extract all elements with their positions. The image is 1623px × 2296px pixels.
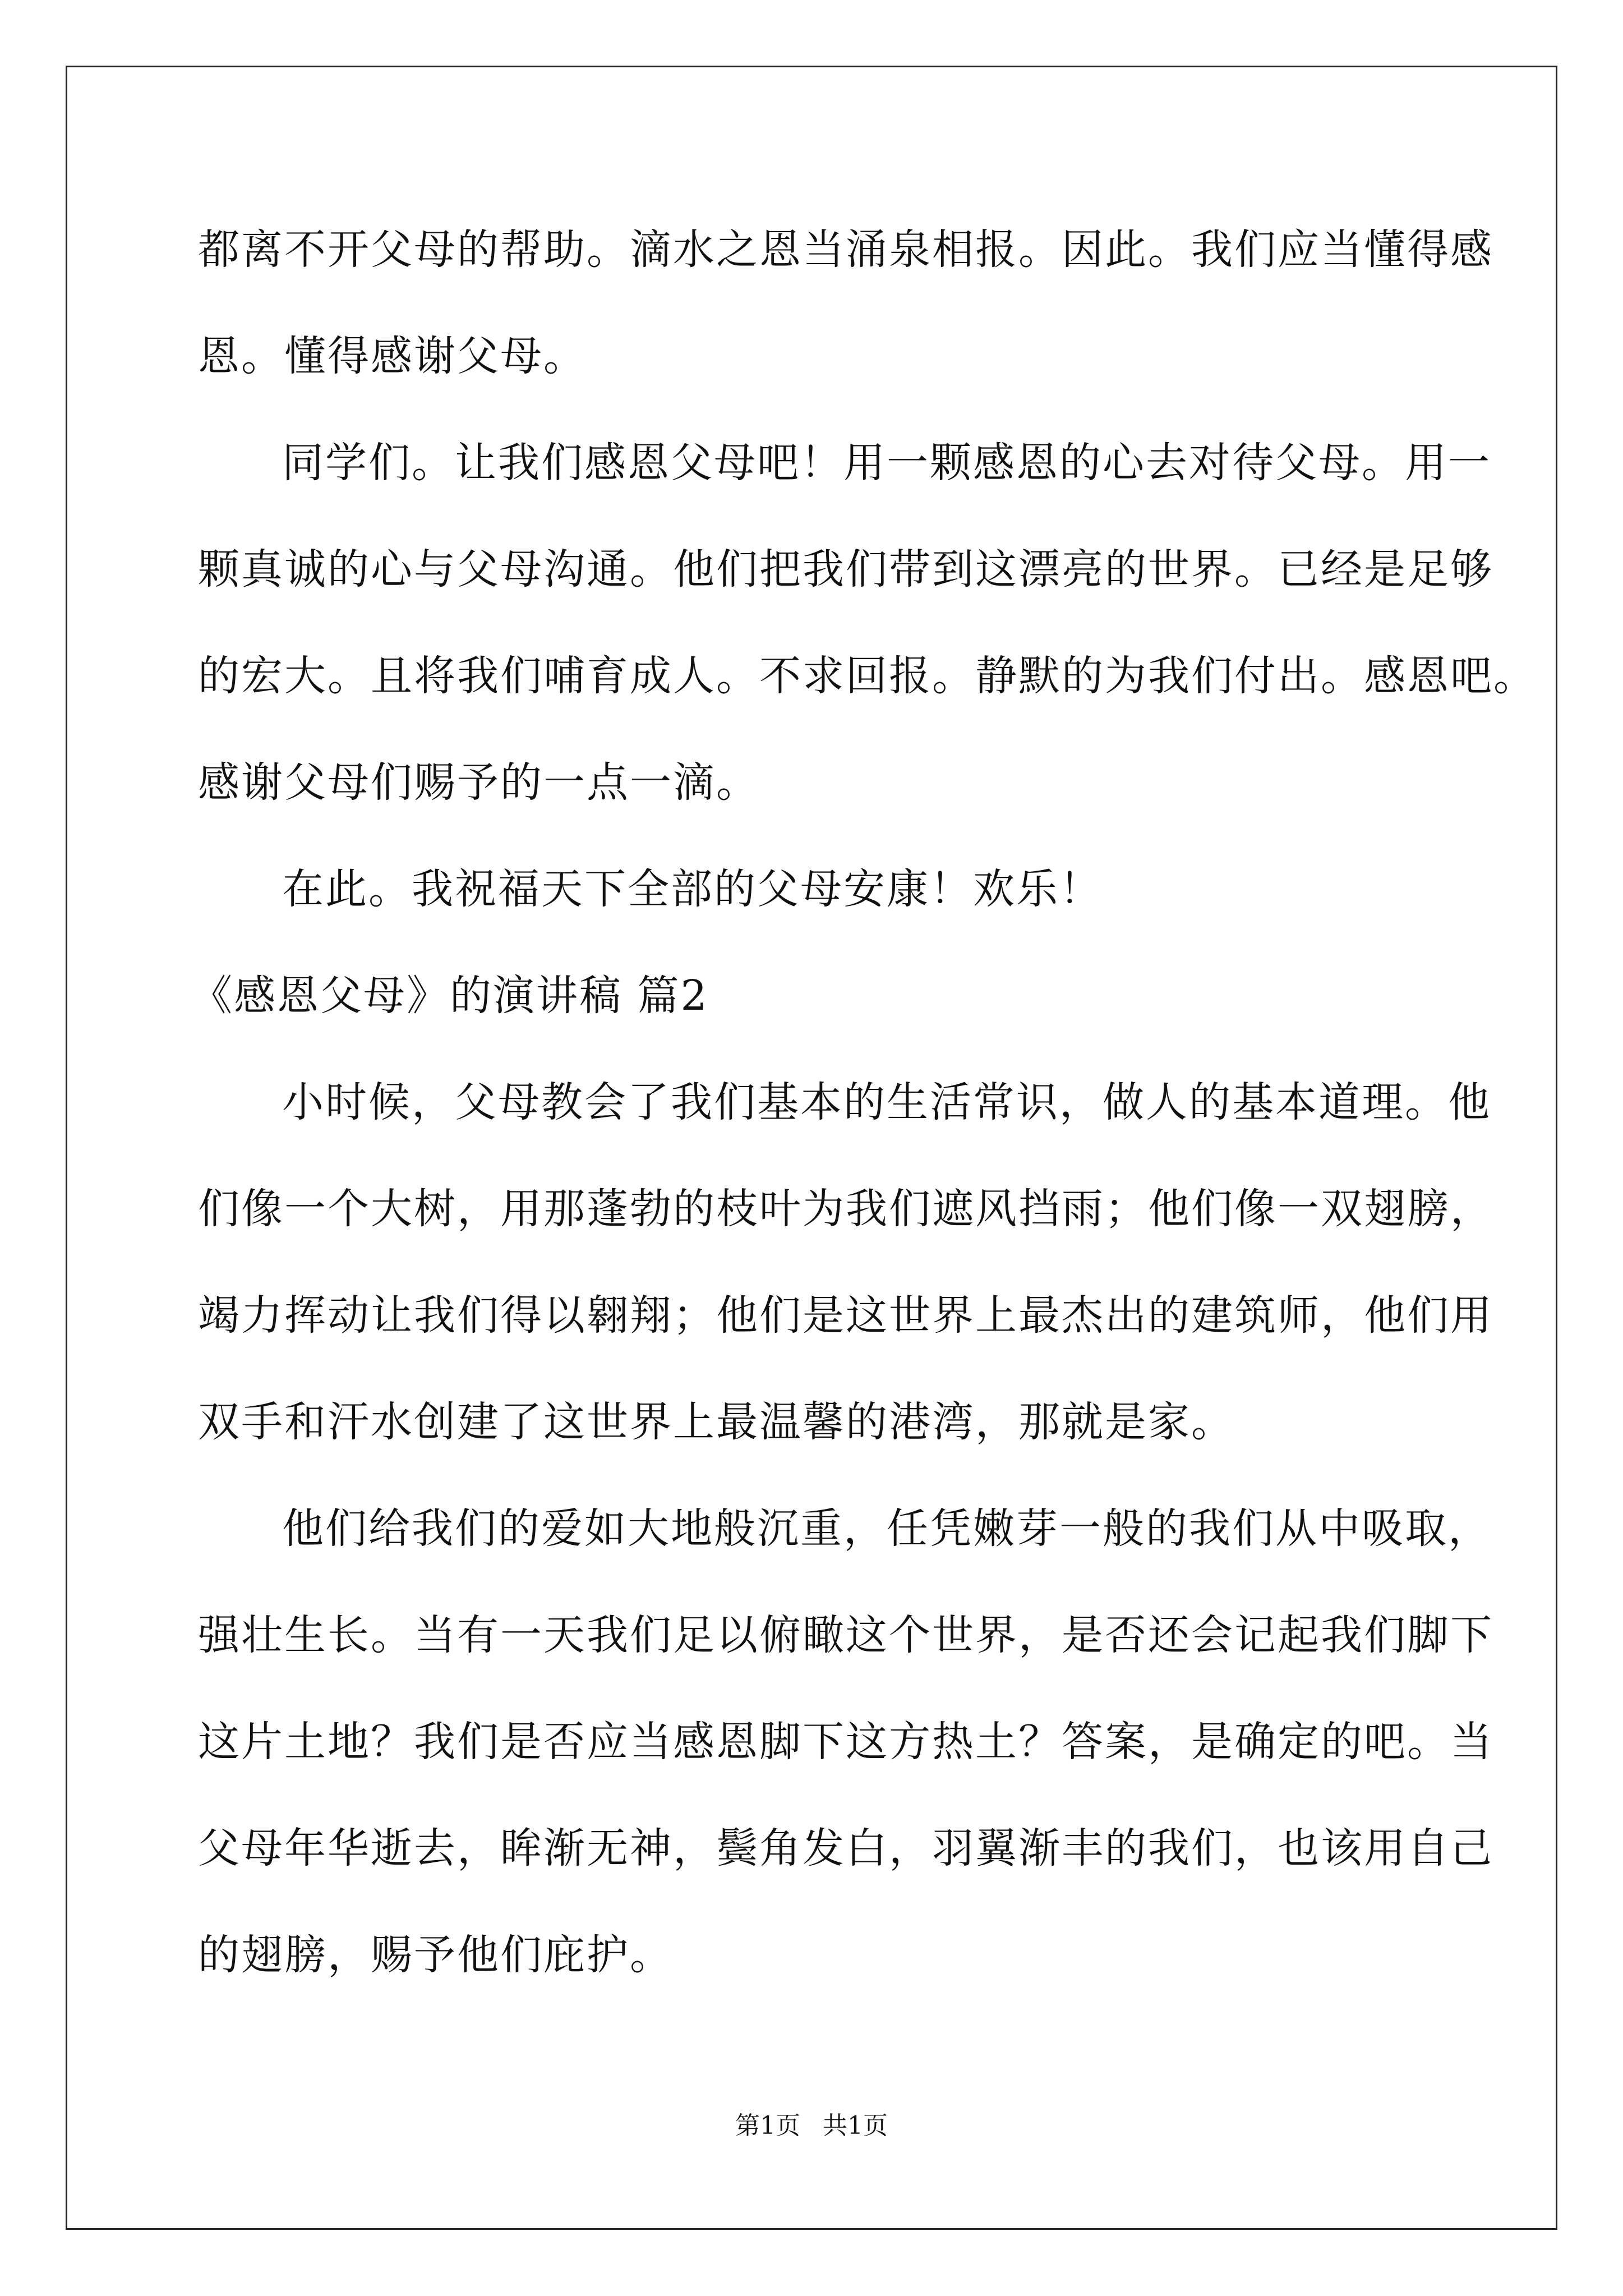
text-line: 都离不开父母的帮助。滴水之恩当涌泉相报。因此。我们应当懂得感	[198, 226, 1493, 274]
text-line: 父母年华逝去，眸渐无神，鬓角发白，羽翼渐丰的我们，也该用自己	[198, 1824, 1493, 1872]
text-line: 双手和汗水创建了这世界上最温馨的港湾，那就是家。	[198, 1398, 1234, 1446]
page-number: 第1页	[735, 2111, 800, 2140]
text-line: 颗真诚的心与父母沟通。他们把我们带到这漂亮的世界。已经是足够	[198, 545, 1493, 593]
text-line: 的宏大。且将我们哺育成人。不求回报。静默的为我们付出。感恩吧。	[198, 652, 1537, 700]
text-line: 的翅膀，赐予他们庇护。	[198, 1931, 673, 1979]
text-line: 在此。我祝福天下全部的父母安康！欢乐！	[282, 865, 1103, 913]
text-line: 恩。懂得感谢父母。	[198, 332, 587, 380]
text-line: 感谢父母们赐予的一点一滴。	[198, 758, 759, 807]
text-line: 们像一个大树，用那蓬勃的枝叶为我们遮风挡雨；他们像一双翅膀，	[198, 1185, 1493, 1233]
text-line: 他们给我们的爱如大地般沉重，任凭嫩芽一般的我们从中吸取，	[282, 1504, 1491, 1553]
text-line: 小时候，父母教会了我们基本的生活常识，做人的基本道理。他	[282, 1078, 1491, 1126]
text-line: 这片土地？我们是否应当感恩脚下这方热土？答案，是确定的吧。当	[198, 1718, 1493, 1766]
text-line: 同学们。让我们感恩父母吧！用一颗感恩的心去对待父母。用一	[282, 439, 1491, 487]
page-border	[66, 66, 1557, 2230]
section-heading: 《感恩父母》的演讲稿 篇2	[191, 972, 709, 1020]
text-line: 强壮生长。当有一天我们足以俯瞰这个世界，是否还会记起我们脚下	[198, 1611, 1493, 1659]
text-line: 竭力挥动让我们得以翱翔；他们是这世界上最杰出的建筑师，他们用	[198, 1291, 1493, 1340]
page-footer	[0, 2109, 1623, 2143]
page-total: 共1页	[823, 2111, 888, 2140]
